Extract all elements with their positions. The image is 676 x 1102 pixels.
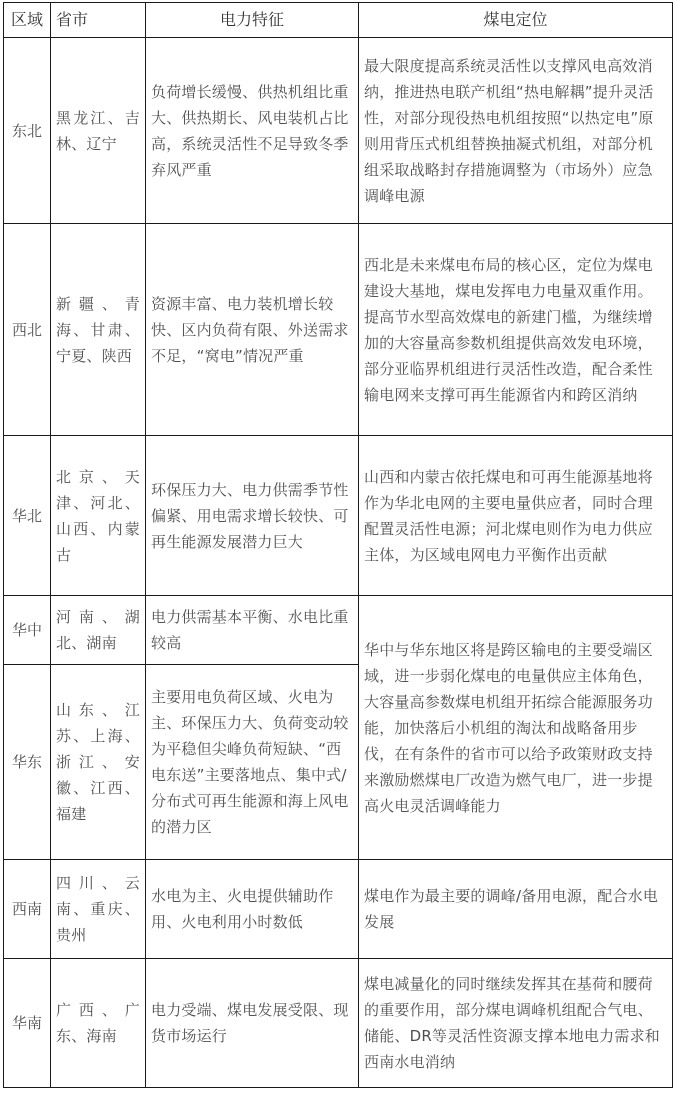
table-header-row [4, 3, 673, 38]
provinces-cell: 山东、江苏、上海、浙江、安徽、江西、福建 [51, 665, 146, 860]
table-row [4, 224, 673, 436]
features-cell: 负荷增长缓慢、供热机组比重大、供热期长、风电装机占比高，系统灵活性不足导致冬季弃风严重 [146, 38, 359, 224]
region-cell: 东北 [4, 38, 51, 224]
region-cell: 西南 [4, 860, 51, 959]
region-cell: 华东 [4, 665, 51, 860]
positioning-cell: 山西和内蒙古依托煤电和可再生能源基地将作为华北电网的主要电量供应者，同时合理配置灵活性电源；河北煤电则作为电力供应主体，为区域电网电力平衡作出贡献 [359, 436, 673, 596]
header-power-features: 电力特征 [146, 3, 359, 38]
provinces-cell: 广西、广东、海南 [51, 959, 146, 1088]
positioning-cell: 煤电作为最主要的调峰/备用电源，配合水电发展 [359, 860, 673, 959]
provinces-cell: 新疆、青海、甘肃、宁夏、陕西 [51, 224, 146, 436]
provinces-cell: 黑龙江、吉林、辽宁 [51, 38, 146, 224]
provinces-cell: 北京、天津、河北、山西、内蒙古 [51, 436, 146, 596]
features-cell: 水电为主、火电提供辅助作用、火电利用小时数低 [146, 860, 359, 959]
table-row [4, 959, 673, 1088]
provinces-cell: 河南、湖北、湖南 [51, 596, 146, 665]
table-row [4, 436, 673, 596]
table-row [4, 860, 673, 959]
features-cell: 环保压力大、电力供需季节性偏紧、用电需求增长较快、可再生能源发展潜力巨大 [146, 436, 359, 596]
features-cell: 主要用电负荷区域、火电为主、环保压力大、负荷变动较为平稳但尖峰负荷短缺、“西电东送”主要落地点、集中式/分布式可再生能源和海上风电的潜力区 [146, 665, 359, 860]
positioning-cell-merged: 华中与华东地区将是跨区输电的主要受端区域，进一步弱化煤电的电量供应主体角色，大容量高参数煤电机组开拓综合能源服务功能，加快落后小机组的淘汰和战略备用步伐，在有条件的省市可以给予政策财政支持来激励燃煤电厂改造为燃气电厂，进一步提高火电灵活调峰能力 [359, 596, 673, 860]
positioning-cell: 最大限度提高系统灵活性以支撑风电高效消纳，推进热电联产机组“热电解耦”提升灵活性，对部分现役热电机组按照“以热定电”原则用背压式机组替换抽凝式机组，对部分机组采取战略封存措施调整为（市场外）应急调峰电源 [359, 38, 673, 224]
table-row [4, 596, 673, 665]
header-coal-positioning: 煤电定位 [359, 3, 673, 38]
region-cell: 西北 [4, 224, 51, 436]
positioning-cell: 煤电减量化的同时继续发挥其在基荷和腰荷的重要作用，部分煤电调峰机组配合气电、储能、DR等灵活性资源支撑本地电力需求和西南水电消纳 [359, 959, 673, 1088]
features-cell: 资源丰富、电力装机增长较快、区内负荷有限、外送需求不足，“窝电”情况严重 [146, 224, 359, 436]
region-cell: 华中 [4, 596, 51, 665]
header-region: 区域 [4, 3, 51, 38]
features-cell: 电力受端、煤电发展受限、现货市场运行 [146, 959, 359, 1088]
header-provinces: 省市 [51, 3, 146, 38]
region-cell: 华南 [4, 959, 51, 1088]
table-row [4, 38, 673, 224]
provinces-cell: 四川、云南、重庆、贵州 [51, 860, 146, 959]
positioning-cell: 西北是未来煤电布局的核心区，定位为煤电建设大基地，煤电发挥电力电量双重作用。提高节水型高效煤电的新建门槛，为继续增加的大容量高参数机组提供高效发电环境，部分亚临界机组进行灵活性改造，配合柔性输电网来支撑可再生能源省内和跨区消纳 [359, 224, 673, 436]
region-cell: 华北 [4, 436, 51, 596]
features-cell: 电力供需基本平衡、水电比重较高 [146, 596, 359, 665]
coal-power-regional-table [3, 2, 673, 1088]
